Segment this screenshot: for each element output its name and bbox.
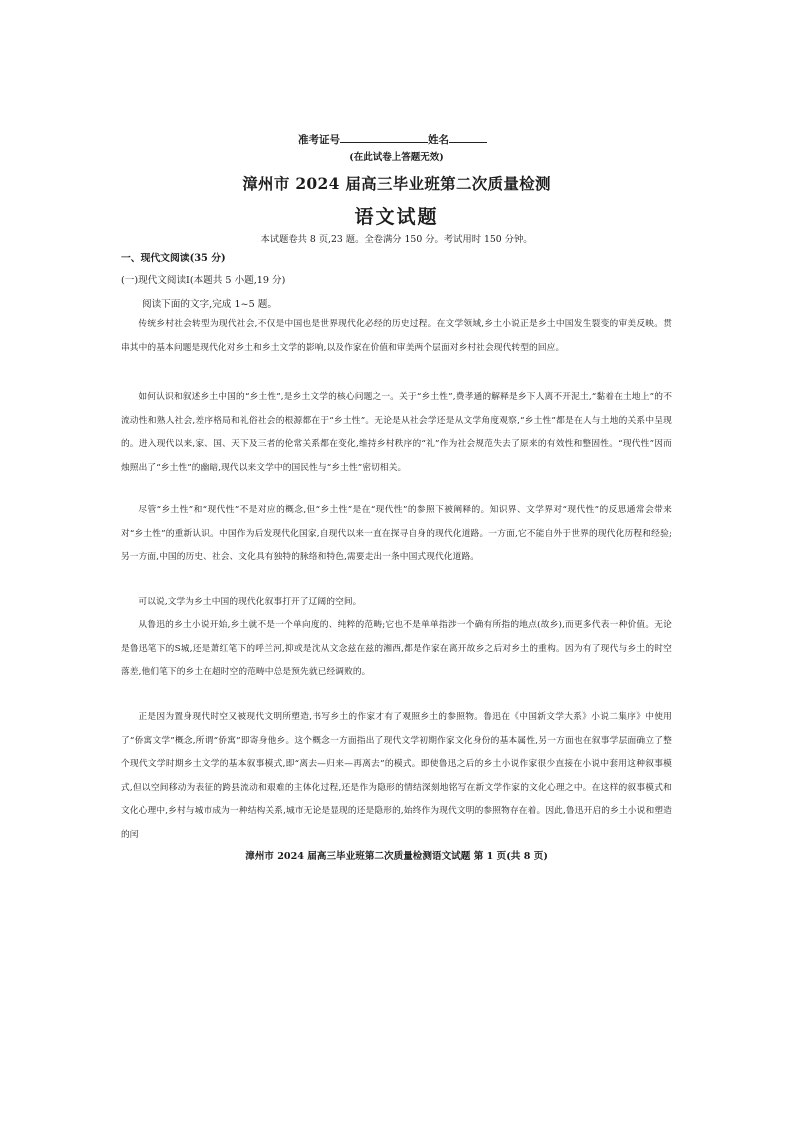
section-heading: 一、现代文阅读(35 分)	[121, 253, 226, 264]
reading-instruction: 阅读下面的文字,完成 1~5 题。	[142, 299, 277, 310]
paragraph-6: 正是因为置身现代时空又被现代文明所塑造,书写乡土的作家才有了观照乡土的参照物。鲁迅在《中国新文学大系》小说二集序》中使用了“侨寓文学”概念,所谓“侨寓”即寄身他乡。这个概念一方面指出了现代文学初期作家文化身份的基本属性,另一方面也在叙事学层面确立了整个现代文学时期乡土文学的基本叙事模式,即“离去—归来—再离去”的模式。即使鲁迅之后的乡土小说作家很少直接在小说中套用这种叙事模式,但以空间移动为表征的跨县流动和艰难的主体化过程,还是作为隐形的情结深刻地铭写在新文学作家的文化心理之中。在这样的叙事模式和文化心理中,乡村与城市成为一种结构关系,城市无论是显现的还是隐形的,始终作为现代文明的参照物存在着。因此,鲁迅开启的乡土小说和塑造的闰	[121, 712, 672, 840]
name-label: 姓名	[428, 134, 449, 146]
paragraph-2: 如何认识和叙述乡土中国的“乡土性”,是乡土文学的核心问题之一。关于“乡土性”,费孝通的解释是乡下人离不开泥土,“黏着在土地上”的不流动性和熟人社会,差序格局和礼俗社会的根源都在于“乡土性”。无论是从社会学还是从文学角度观察,“乡土性”都是在人与土地的关系中呈现的。进入现代以来,家、国、天下及三者的伦常关系都在变化,维持乡村秩序的“礼”作为社会规范失去了原来的有效性和整固性。“现代性”因而烛照出了“乡土性”的幽暗,现代以来文学中的国民性与“乡土性”密切相关。	[121, 392, 672, 473]
page-footer: 漳州市 2024 届高三毕业班第二次质量检测语文试题 第 1 页(共 8 页)	[245, 851, 548, 862]
invalid-answer-notice: (在此试卷上答题无效)	[349, 152, 444, 163]
paragraph-5: 从鲁迅的乡土小说开始,乡土就不是一个单向度的、纯粹的范畴;它也不是单单指涉一个确有所指的地点(故乡),而更多代表一种价值。无论是鲁迅笔下的S城,还是萧红笔下的呼兰河,抑或是沈从文念兹在兹的湘西,都是作家在离开故乡之后对乡土的重构。因为有了现代与乡土的时空落差,他们笔下的乡土在超时空的范畴中总是预先就已经调败的。	[121, 620, 672, 677]
name-blank[interactable]	[449, 131, 487, 143]
exam-number-blank[interactable]	[340, 131, 428, 143]
exam-info: 本试题卷共 8 页,23 题。全卷满分 150 分。考试用时 150 分钟。	[260, 234, 533, 245]
exam-number-label: 准考证号	[298, 134, 340, 146]
section-subheading: (一)现代文阅读Ⅰ(本题共 5 小题,19 分)	[121, 275, 286, 286]
subject-title: 语文试题	[354, 206, 439, 228]
paragraph-4: 可以说,文学为乡土中国的现代化叙事打开了辽阔的空间。	[138, 597, 362, 607]
exam-title: 漳州市 2024 届高三毕业班第二次质量检测	[242, 174, 551, 193]
paragraph-1: 传统乡村社会转型为现代社会,不仅是中国也是世界现代化必经的历史过程。在文学领域,乡土小说正是乡土中国发生裂变的审美反映。贯串其中的基本问题是现代化对乡土和乡土文学的影响,以及作家在价值和审美两个层面对乡村社会现代转型的回应。	[121, 319, 672, 353]
candidate-info-line	[298, 131, 487, 147]
paragraph-3: 尽管“乡土性”和“现代性”不是对应的概念,但“乡土性”是在“现代性”的参照下被阐释的。知识界、文学界对“现代性”的反思通常会带来对“乡土性”的重新认识。中国作为后发现代化国家,自现代以来一直在探寻自身的现代化道路。一方面,它不能自外于世界的现代化历程和经验;另一方面,中国的历史、社会、文化具有独特的脉络和特色,需要走出一条中国式现代化道路。	[121, 505, 672, 562]
